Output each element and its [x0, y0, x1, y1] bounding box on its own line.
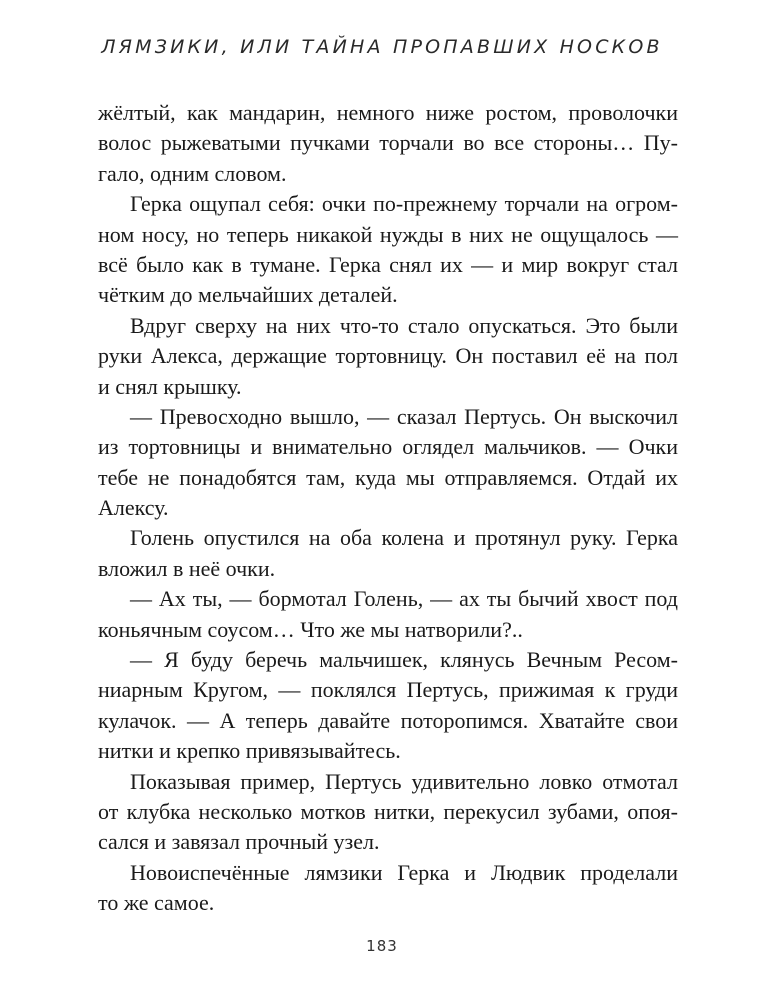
paragraph — [98, 523, 678, 584]
text-line: Показывая пример, Пертусь удивительно ловко отмотал — [130, 768, 678, 794]
text-line: ниарным Кругом, — поклялся Пертусь, прижимая к груди — [98, 677, 678, 703]
paragraph — [98, 584, 678, 645]
text-line: нитки и крепко привязывайтесь. — [98, 738, 401, 764]
text-line: от клубка несколько мотков нитки, перекусил зубами, опоя- — [98, 798, 678, 824]
paragraph — [98, 189, 678, 311]
text-line: вложил в неё очки. — [98, 555, 276, 581]
running-head: ЛЯМЗИКИ, ИЛИ ТАЙНА ПРОПАВШИХ НОСКОВ — [101, 36, 663, 58]
body-text — [98, 98, 678, 919]
text-line: гало, одним словом. — [98, 160, 287, 186]
text-line: кулачок. — А теперь давайте поторопимся. Хватайте свои — [98, 707, 678, 733]
text-line: жёлтый, как мандарин, немного ниже ростом, проволочки — [98, 100, 678, 125]
text-line: Вдруг сверху на них что-то стало опускаться. Это были — [130, 312, 678, 338]
text-line: волос рыжеватыми пучками торчали во все стороны… Пу- — [98, 130, 678, 156]
text-line: Алексу. — [98, 495, 169, 521]
text-line: — Ах ты, — бормотал Голень, — ах ты бычий хвост под — [130, 586, 678, 612]
text-line: всё было как в тумане. Герка снял их — и мир вокруг стал — [98, 251, 678, 277]
paragraph — [98, 311, 678, 402]
paragraph — [98, 402, 678, 524]
text-line: то же самое. — [98, 890, 215, 916]
paragraph — [98, 98, 678, 189]
text-line: из тортовницы и внимательно оглядел мальчиков. — Очки — [98, 434, 678, 460]
text-line: коньячным соусом… Что же мы натворили?.. — [98, 616, 523, 642]
text-line: чётким до мельчайших деталей. — [98, 282, 398, 308]
text-line: руки Алекса, держащие тортовницу. Он поставил её на пол — [98, 343, 678, 369]
paragraph — [98, 645, 678, 767]
paragraph — [98, 858, 678, 919]
text-line: — Я буду беречь мальчишек, клянусь Вечным Ресом- — [130, 647, 678, 673]
text-line: Герка ощупал себя: очки по-прежнему торчали на огром- — [130, 191, 678, 217]
text-line: ном носу, но теперь никакой нужды в них не ощущалось — — [98, 221, 678, 247]
paragraph — [98, 767, 678, 858]
text-line: тебе не понадобятся там, куда мы отправляемся. Отдай их — [98, 464, 678, 490]
text-line: Новоиспечённые лямзики Герка и Людвик проделали — [130, 859, 678, 885]
text-line: — Превосходно вышло, — сказал Пертусь. Он выскочил — [130, 403, 678, 429]
text-line: и снял крышку. — [98, 373, 242, 399]
text-line: Голень опустился на оба колена и протянул руку. Герка — [130, 525, 678, 551]
text-line: сался и завязал прочный узел. — [98, 829, 380, 855]
page-number: 183 — [366, 937, 398, 955]
